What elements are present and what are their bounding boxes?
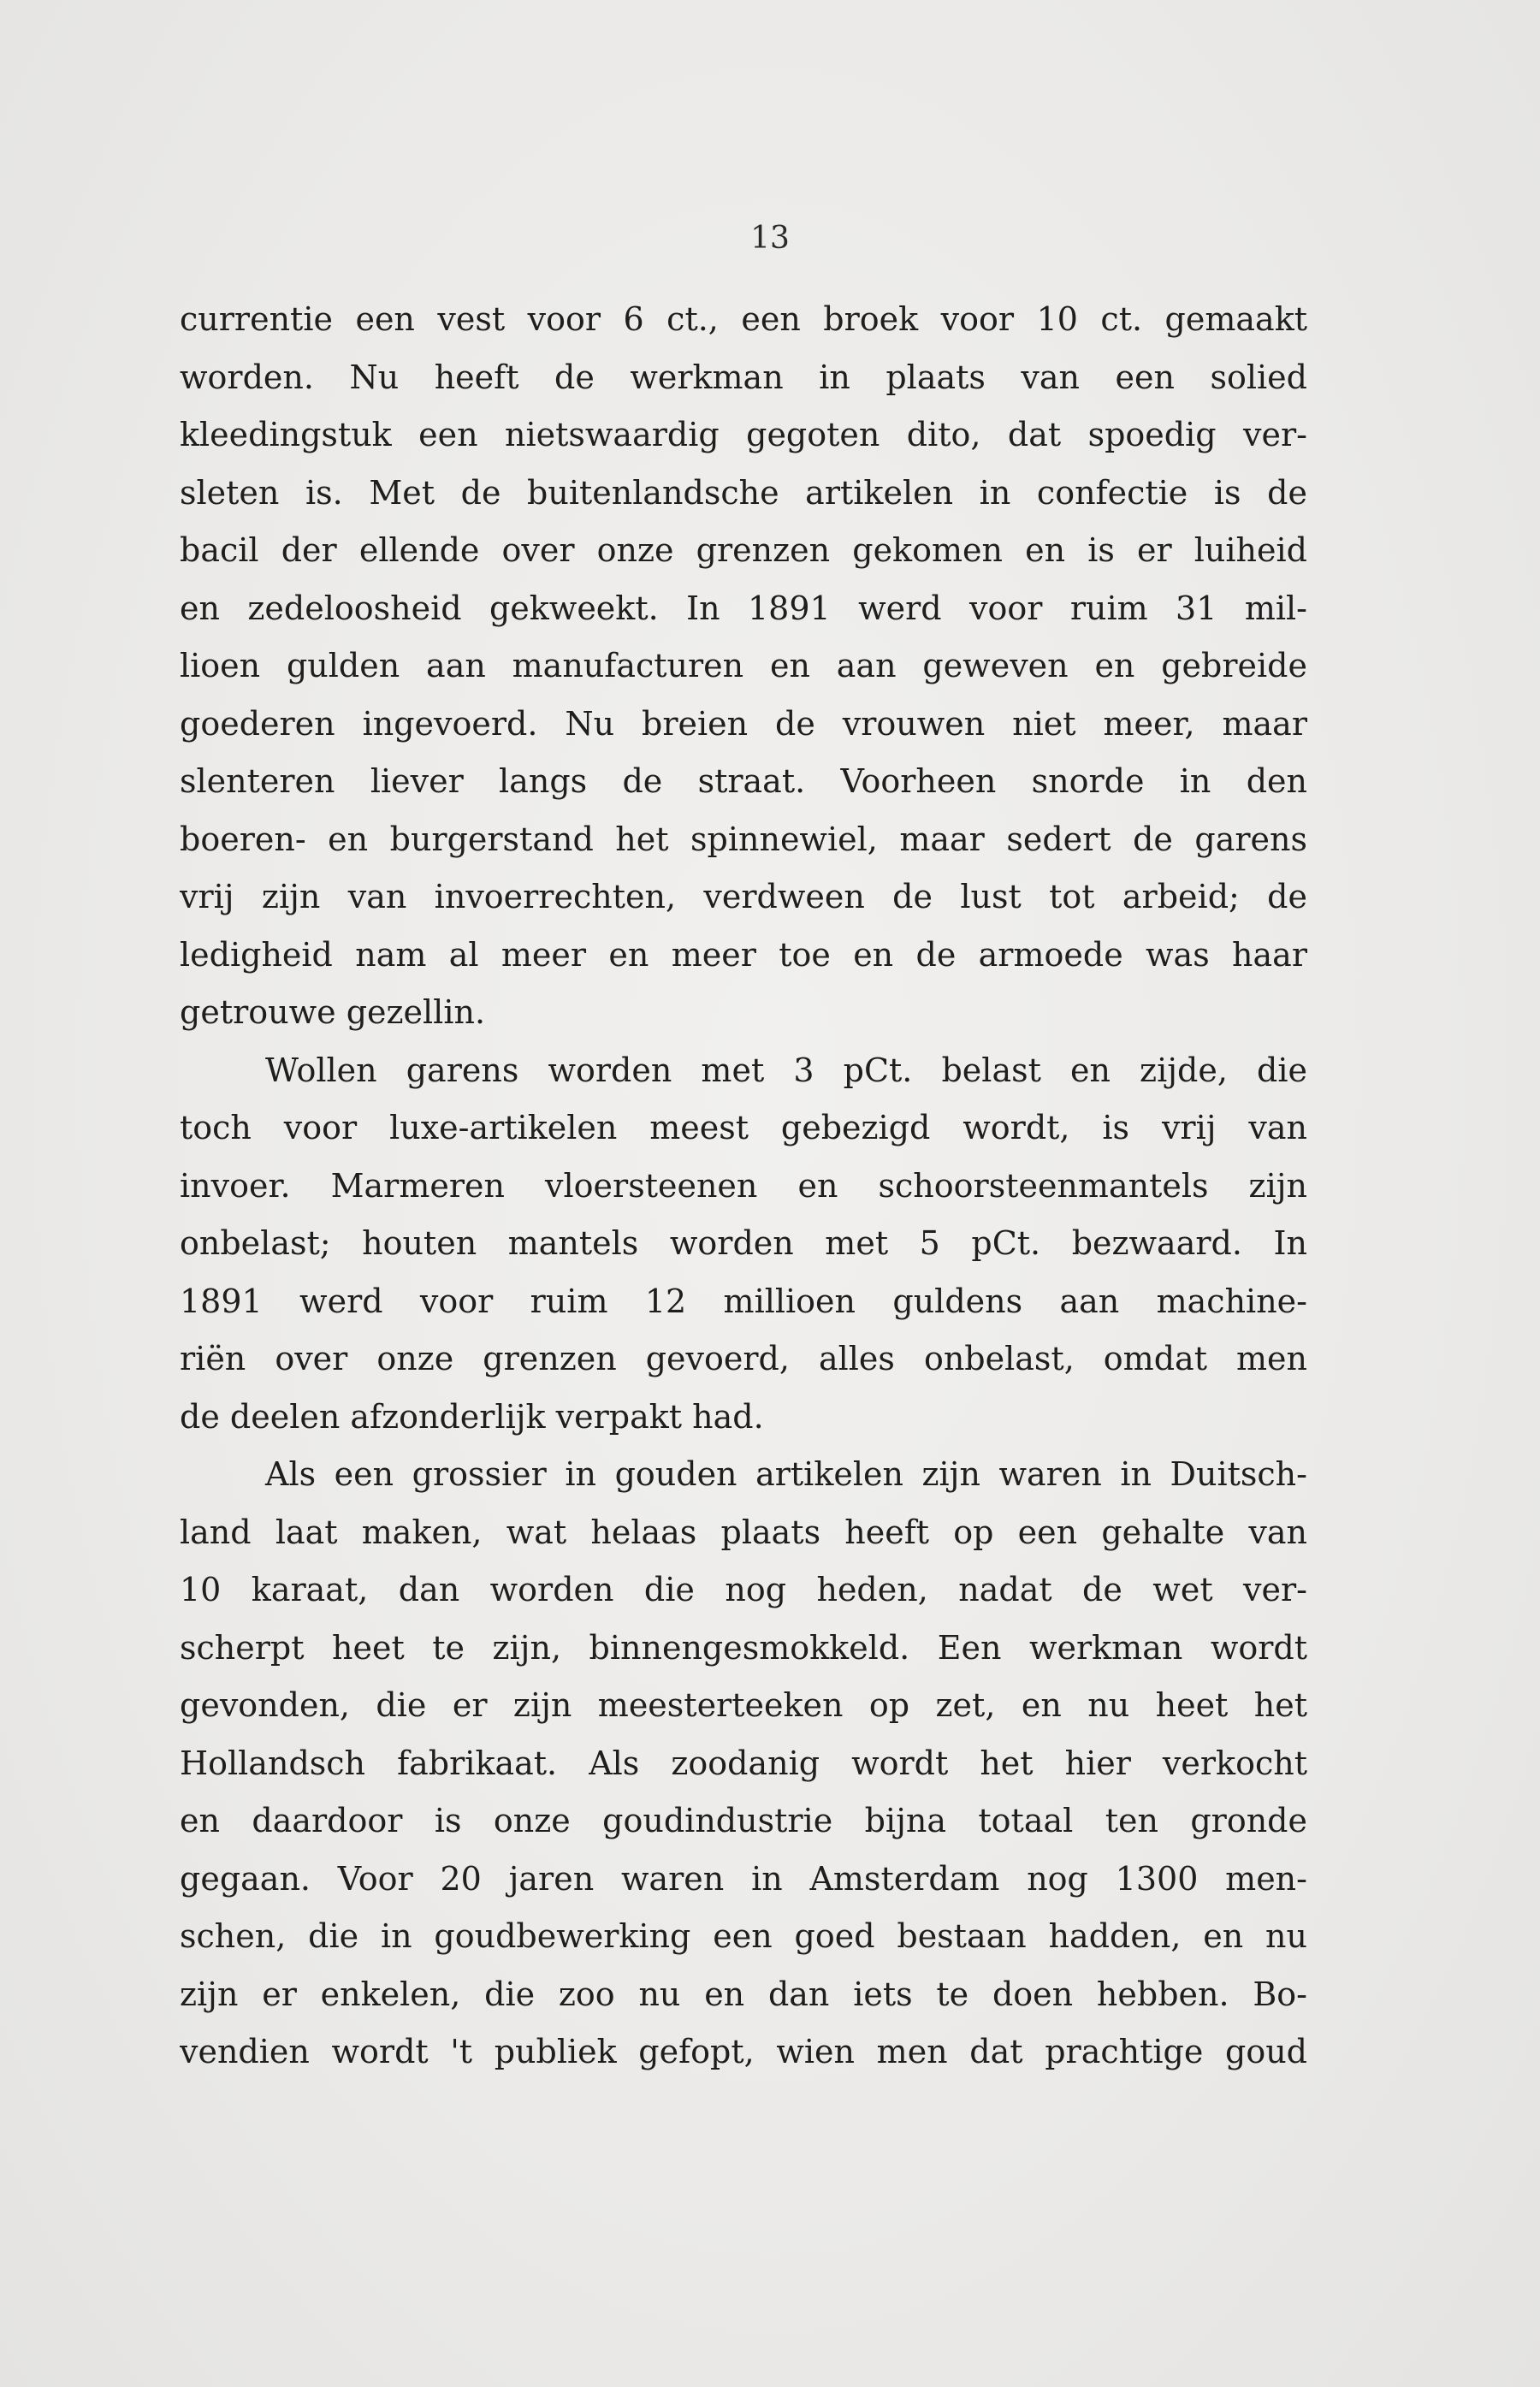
- text-line: schen, die in goudbewerking een goed bestaan hadden, en nu: [180, 1917, 1307, 1955]
- text-line: goederen ingevoerd. Nu breien de vrouwen niet meer, maar: [180, 704, 1307, 743]
- text-line: riën over onze grenzen gevoerd, alles onbelast, omdat men: [180, 1340, 1307, 1377]
- body-text: [180, 291, 1307, 2082]
- text-line: 10 karaat, dan worden die nog heden, nadat de wet ver-: [180, 1571, 1307, 1608]
- text-line: land laat maken, wat helaas plaats heeft op een gehalte van: [180, 1513, 1307, 1551]
- text-line: vrij zijn van invoerrechten, verdween de lust tot arbeid; de: [180, 878, 1307, 915]
- text-line: currentie een vest voor 6 ct., een broek voor 10 ct. gemaakt: [180, 300, 1307, 338]
- text-line: getrouwe gezellin.: [180, 993, 486, 1031]
- text-line: sleten is. Met de buitenlandsche artikelen in confectie is de: [180, 473, 1307, 512]
- text-line: ledigheid nam al meer en meer toe en de armoede was haar: [180, 935, 1307, 974]
- text-line: gevonden, die er zijn meesterteeken op zet, en nu heet het: [180, 1686, 1307, 1724]
- page-number: 13: [750, 221, 790, 256]
- text-line: vendien wordt 't publiek gefopt, wien men dat prachtige goud: [180, 2033, 1307, 2070]
- text-line: slenteren liever langs de straat. Voorheen snorde in den: [180, 762, 1307, 800]
- text-line: Hollandsch fabrikaat. Als zoodanig wordt het hier verkocht: [180, 1744, 1307, 1782]
- text-line: scherpt heet te zijn, binnengesmokkeld. Een werkman wordt: [180, 1628, 1307, 1667]
- text-line: de deelen afzonderlijk verpakt had.: [180, 1397, 764, 1436]
- text-line: Wollen garens worden met 3 pCt. belast en zijde, die: [265, 1051, 1307, 1089]
- text-line: onbelast; houten mantels worden met 5 pCt. bezwaard. In: [180, 1224, 1307, 1262]
- text-line: gegaan. Voor 20 jaren waren in Amsterdam nog 1300 men-: [180, 1859, 1307, 1898]
- text-line: en zedeloosheid gekweekt. In 1891 werd voor ruim 31 mil-: [180, 589, 1307, 627]
- text-line: kleedingstuk een nietswaardig gegoten dito, dat spoedig ver-: [180, 416, 1307, 453]
- text-line: en daardoor is onze goudindustrie bijna totaal ten gronde: [180, 1802, 1307, 1839]
- text-line: invoer. Marmeren vloersteenen en schoorsteenmantels zijn: [180, 1166, 1307, 1205]
- paragraph-1: [180, 291, 1307, 1042]
- paragraph-2: [180, 1042, 1307, 1447]
- paragraph-3: [180, 1446, 1307, 2082]
- text-line: boeren- en burgerstand het spinnewiel, maar sedert de garens: [180, 820, 1307, 858]
- text-line: toch voor luxe-artikelen meest gebezigd wordt, is vrij van: [180, 1109, 1307, 1146]
- text-line: 1891 werd voor ruim 12 millioen guldens aan machine-: [180, 1282, 1307, 1320]
- text-line: lioen gulden aan manufacturen en aan geweven en gebreide: [180, 647, 1307, 684]
- text-line: zijn er enkelen, die zoo nu en dan iets te doen hebben. Bo-: [180, 1975, 1307, 2013]
- text-line: Als een grossier in gouden artikelen zijn waren in Duitsch-: [265, 1455, 1307, 1493]
- text-line: worden. Nu heeft de werkman in plaats van een solied: [180, 358, 1307, 396]
- text-line: bacil der ellende over onze grenzen gekomen en is er luiheid: [180, 531, 1307, 569]
